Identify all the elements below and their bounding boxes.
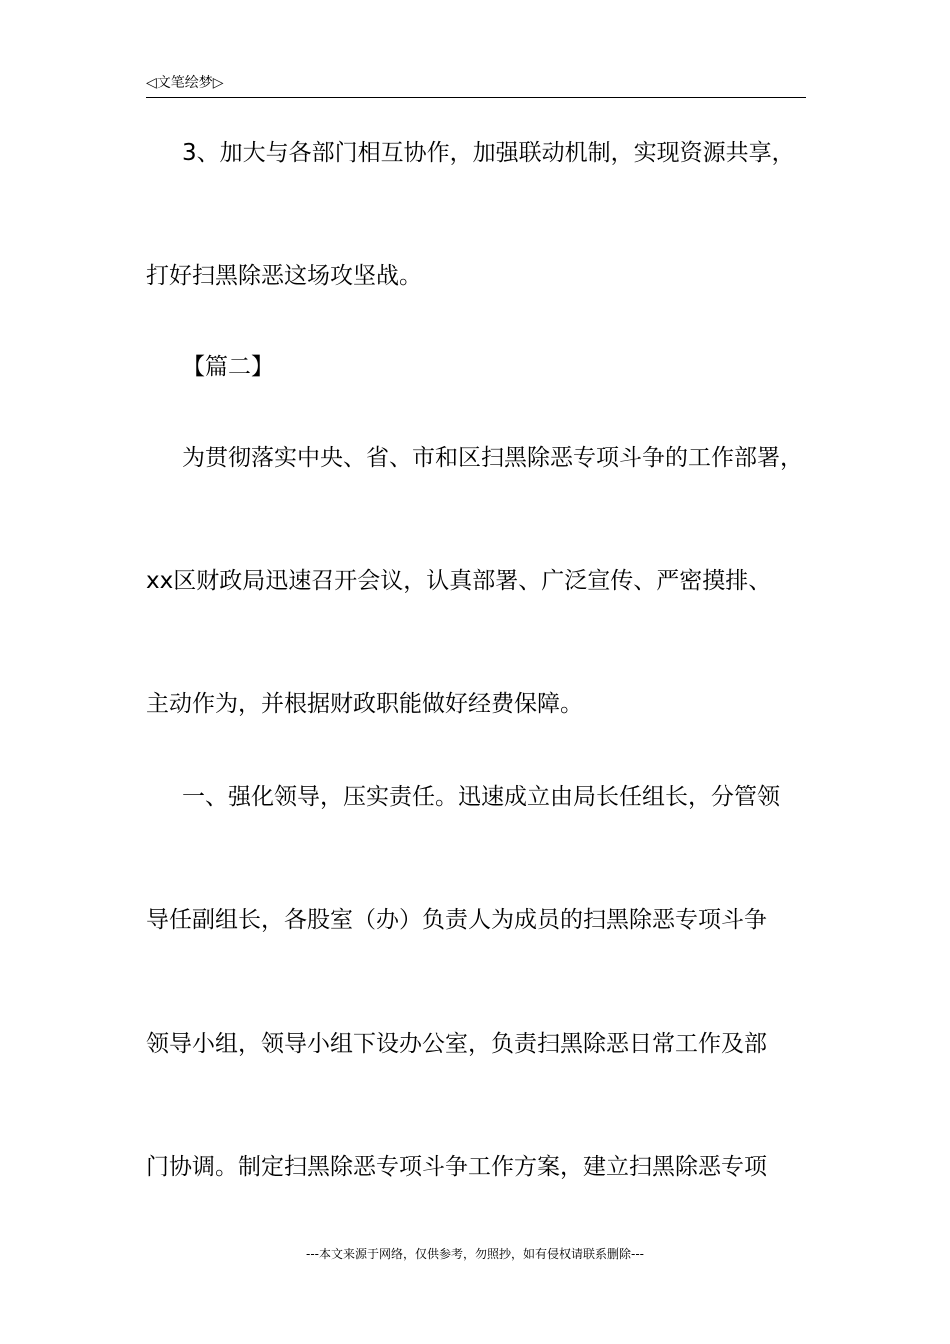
section-heading: 【篇二】 [182,354,274,380]
paragraph-line: 打好扫黑除恶这场攻坚战。 [146,263,422,289]
paragraph-line: 为贯彻落实中央、省、市和区扫黑除恶专项斗争的工作部署， [182,445,803,471]
paragraph-line: 领导小组，领导小组下设办公室，负责扫黑除恶日常工作及部 [146,1031,767,1057]
paragraph-line: 3、加大与各部门相互协作，加强联动机制，实现资源共享， [182,140,795,166]
paragraph-line: 一、强化领导，压实责任。迅速成立由局长任组长，分管领 [182,784,780,810]
paragraph-line: 导任副组长，各股室（办）负责人为成员的扫黑除恶专项斗争 [146,907,767,933]
paragraph-line: xx区财政局迅速召开会议，认真部署、广泛宣传、严密摸排、 [146,568,772,594]
paragraph-line: 门协调。制定扫黑除恶专项斗争工作方案，建立扫黑除恶专项 [146,1154,767,1180]
header-divider [146,97,806,98]
document-header-title: ◁文笔绘梦▷ [146,75,224,91]
paragraph-line: 主动作为，并根据财政职能做好经费保障。 [146,691,583,717]
footer-notice: ---本文来源于网络，仅供参考，勿照抄，如有侵权请联系删除--- [306,1247,644,1261]
